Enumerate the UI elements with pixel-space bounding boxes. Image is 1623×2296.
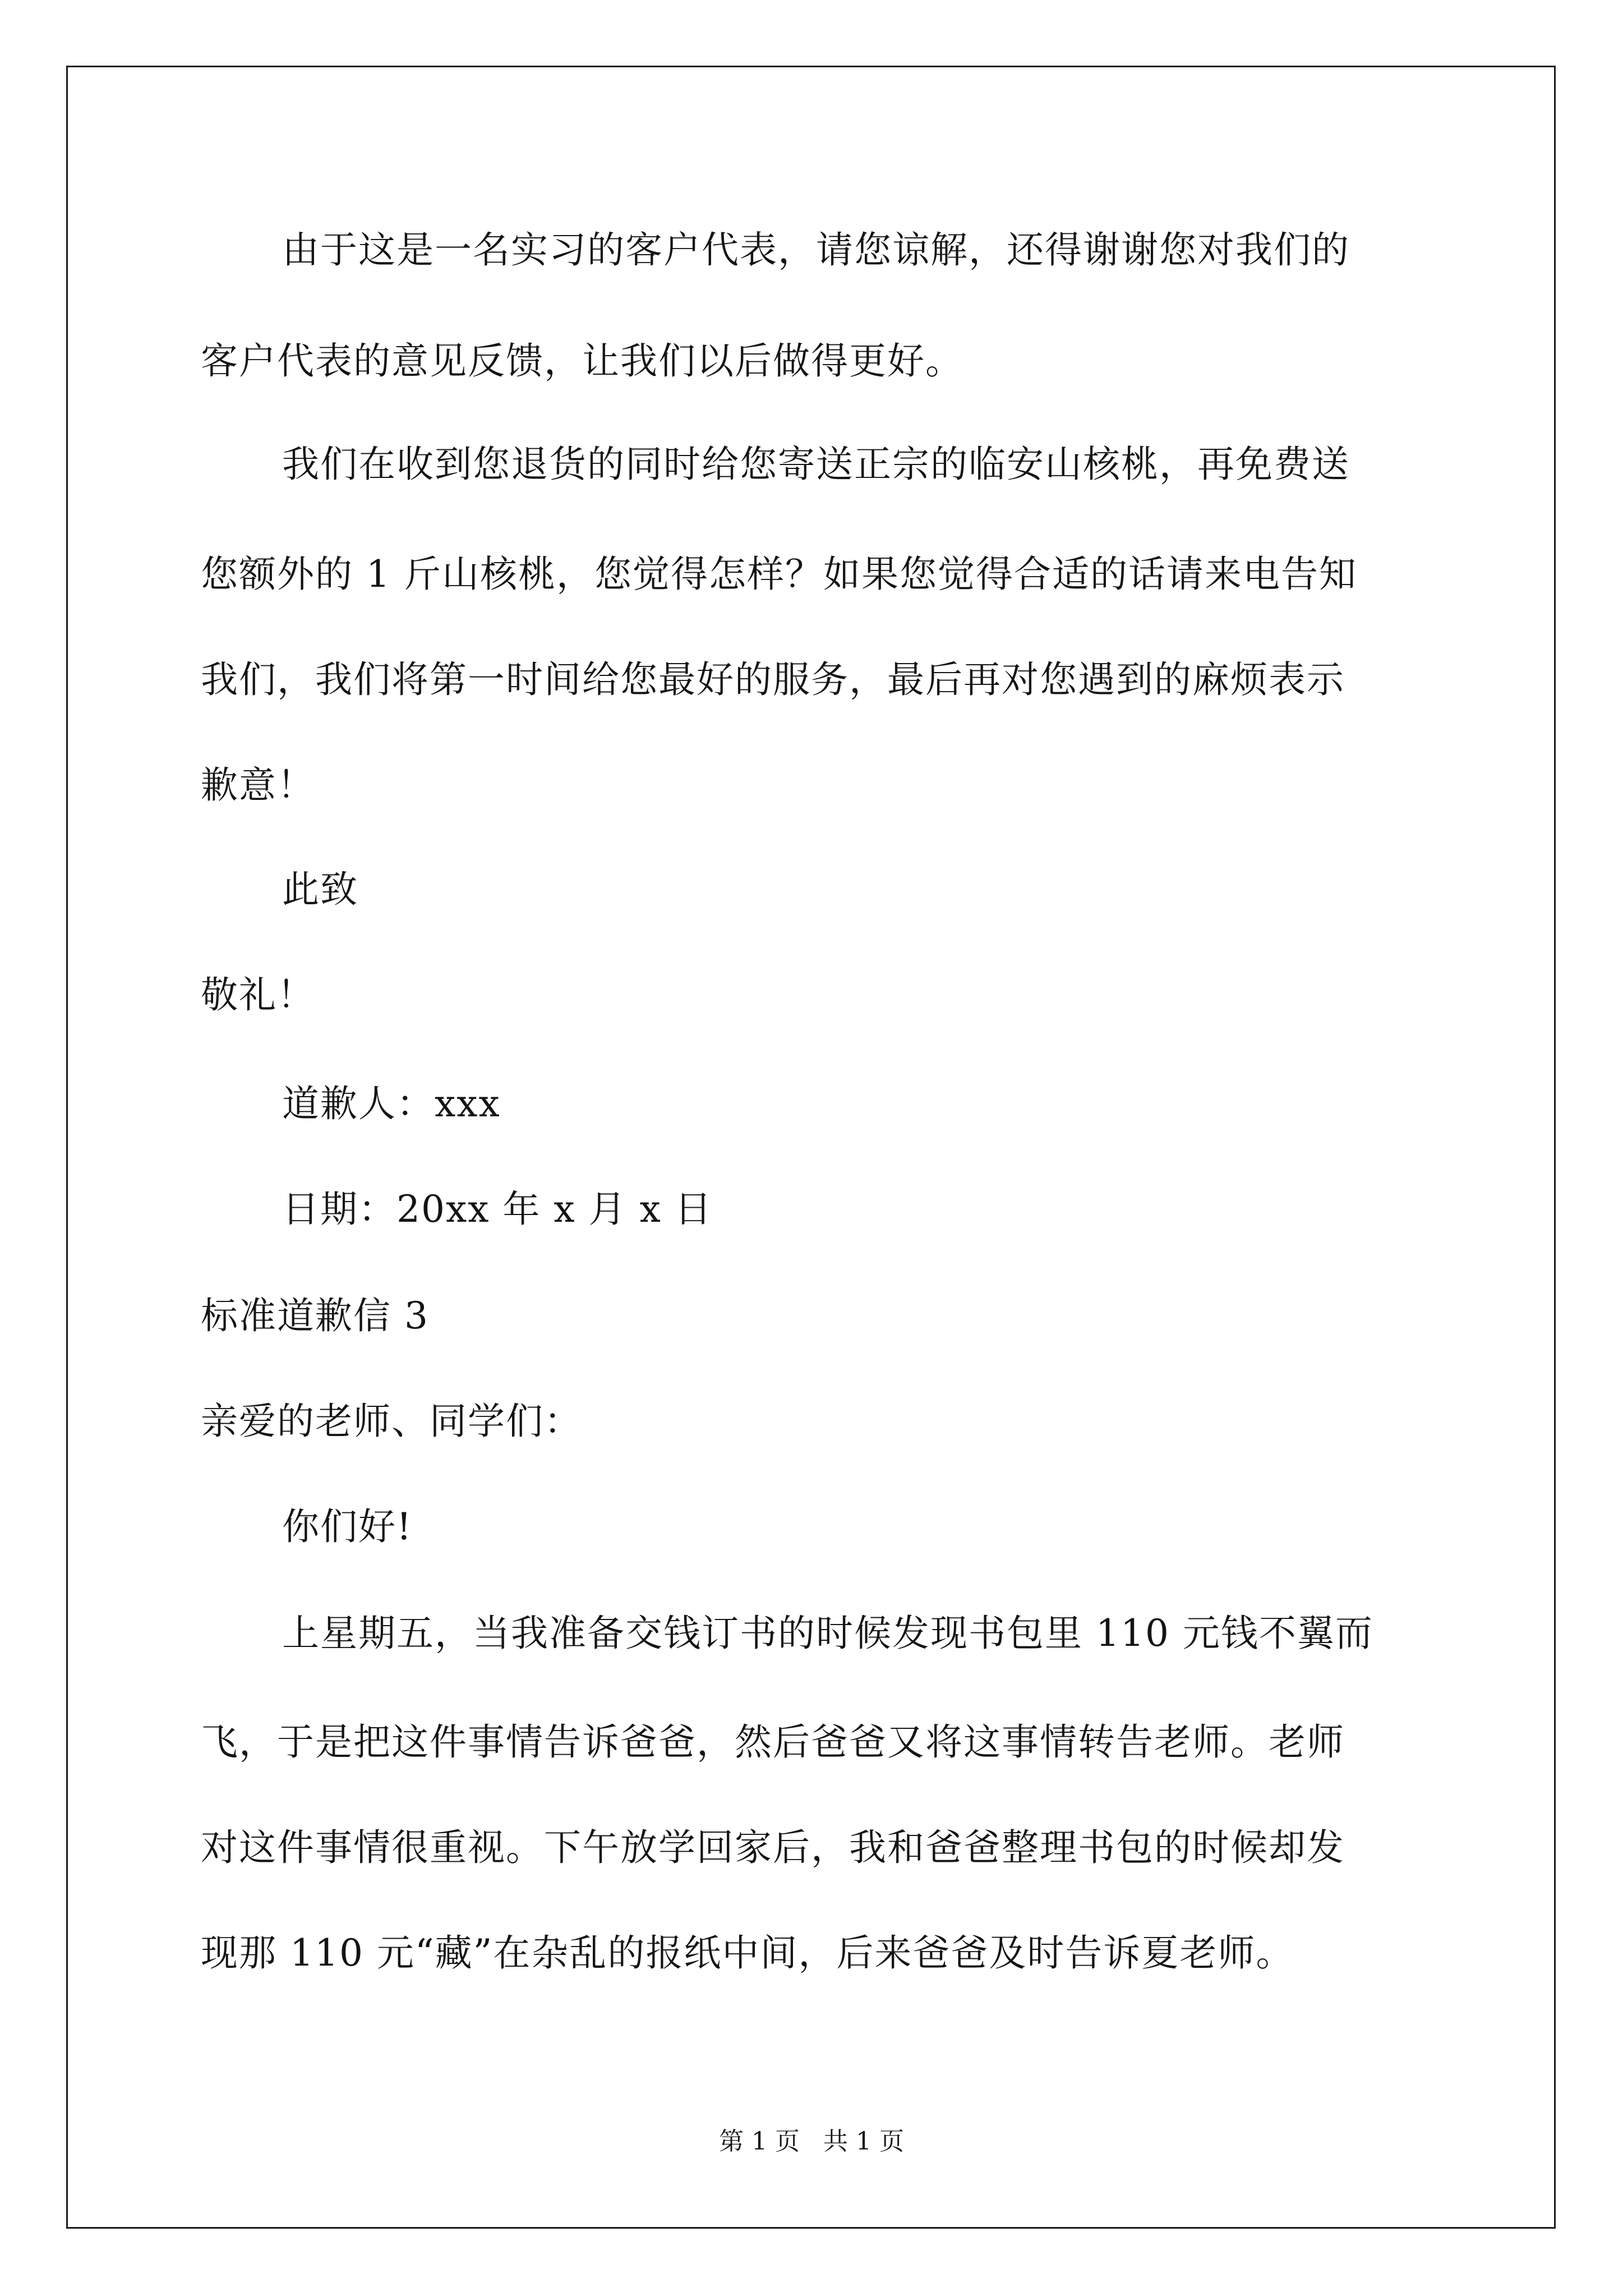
paragraph-line: 飞，于是把这件事情告诉爸爸，然后爸爸又将这事情转告老师。老师 <box>201 1720 1345 1764</box>
greeting-line: 你们好! <box>282 1505 413 1548</box>
page-number: 第 1 页 <box>719 2127 800 2156</box>
paragraph-line: 由于这是一名实习的客户代表，请您谅解，还得谢谢您对我们的 <box>282 228 1350 272</box>
date-line: 日期：20xx 年 x 月 x 日 <box>282 1188 713 1231</box>
closing-regards: 敬礼！ <box>201 973 315 1016</box>
paragraph-line: 我们在收到您退货的同时给您寄送正宗的临安山核桃，再免费送 <box>282 443 1350 486</box>
paragraph-line: 客户代表的意见反馈，让我们以后做得更好。 <box>201 339 963 383</box>
greeting: 亲爱的老师、同学们： <box>201 1400 582 1443</box>
paragraph-line: 我们，我们将第一时间给您最好的服务，最后再对您遇到的麻烦表示 <box>201 658 1345 701</box>
paragraph-line: 歉意！ <box>201 763 315 807</box>
page-border <box>66 66 1556 2229</box>
page-total: 共 1 页 <box>823 2127 904 2156</box>
section-title: 标准道歉信 3 <box>201 1294 429 1337</box>
signature-line: 道歉人：xxx <box>282 1082 501 1125</box>
paragraph-line: 您额外的 1 斤山核桃，您觉得怎样？如果您觉得合适的话请来电告知 <box>201 553 1357 596</box>
paragraph-line: 对这件事情很重视。下午放学回家后，我和爸爸整理书包的时候却发 <box>201 1826 1345 1869</box>
page-footer <box>0 2126 1623 2157</box>
closing-salutation: 此致 <box>282 868 358 911</box>
paragraph-line: 上星期五，当我准备交钱订书的时候发现书包里 110 元钱不翼而 <box>282 1612 1373 1655</box>
paragraph-line: 现那 110 元“藏”在杂乱的报纸中间，后来爸爸及时告诉夏老师。 <box>201 1931 1294 1975</box>
